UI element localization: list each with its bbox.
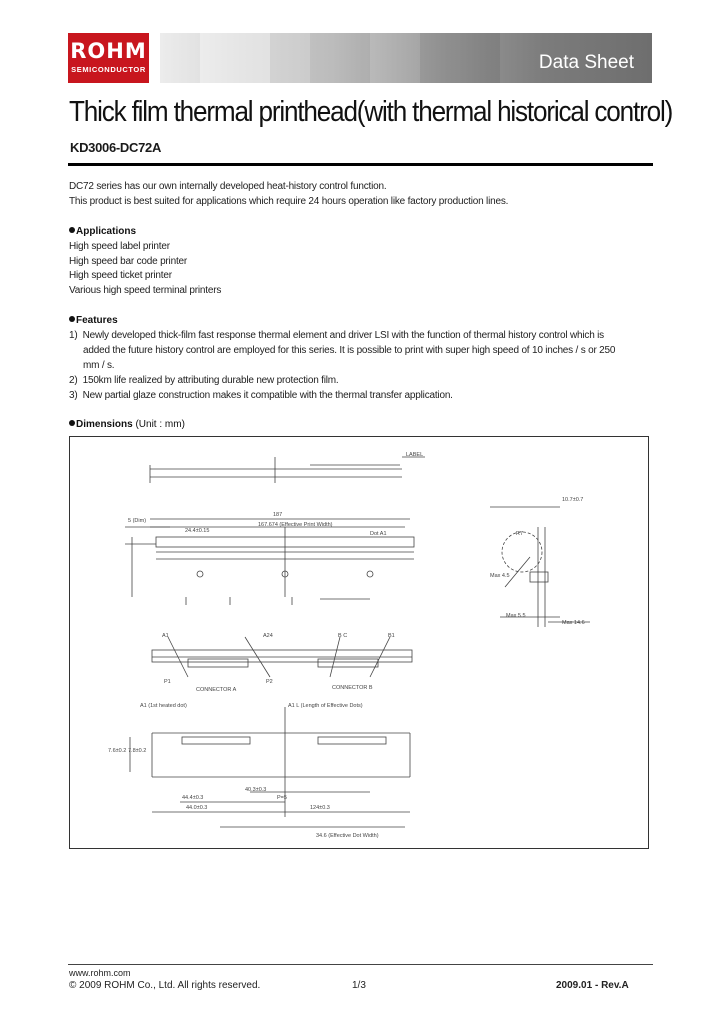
dim-label: 24.4±0.15 bbox=[185, 528, 210, 534]
dim-label: LABEL bbox=[406, 452, 424, 458]
page-number: 1/3 bbox=[352, 980, 366, 991]
dim-label: CONNECTOR B bbox=[332, 685, 373, 691]
dim-label: 7.6±0.2 bbox=[108, 748, 127, 754]
application-item: High speed ticket printer bbox=[69, 270, 172, 281]
dim-label: Max 14.6 bbox=[562, 620, 585, 626]
dim-label: Max 5.5 bbox=[506, 613, 526, 619]
part-number: KD3006-DC72A bbox=[70, 140, 162, 155]
dim-label: 124±0.3 bbox=[310, 805, 330, 811]
applications-heading: Applications bbox=[69, 226, 136, 237]
dim-label: 34.6 (Effective Dot Width) bbox=[316, 833, 379, 839]
dim-label: A1 bbox=[162, 633, 169, 639]
logo-text: ROHM bbox=[70, 39, 147, 63]
dim-label: CONNECTOR A bbox=[196, 687, 237, 693]
dim-label: 10.7±0.7 bbox=[562, 497, 584, 503]
dim-label: 40.3±0.3 bbox=[245, 787, 267, 793]
dim-label: R7 bbox=[516, 531, 524, 537]
dim-label: 44.4±0.3 bbox=[182, 795, 204, 801]
features-heading: Features bbox=[69, 315, 118, 326]
dim-label: P2 bbox=[266, 679, 273, 685]
dim-label: 7.8±0.2 bbox=[128, 748, 147, 754]
bullet-icon bbox=[69, 227, 75, 233]
logo-subtext: SEMICONDUCTOR bbox=[71, 65, 146, 74]
title-divider bbox=[68, 163, 653, 166]
dim-label: Max 4.5 bbox=[490, 573, 510, 579]
application-item: High speed bar code printer bbox=[69, 256, 188, 267]
footer-url[interactable]: www.rohm.com bbox=[69, 968, 131, 978]
feature-item: 3) New partial glaze construction makes it compatible with the thermal transfer application. bbox=[69, 390, 453, 401]
bullet-icon bbox=[69, 420, 75, 426]
footer-copyright: © 2009 ROHM Co., Ltd. All rights reserved. bbox=[69, 980, 261, 991]
dim-label: 187 bbox=[273, 512, 283, 518]
dim-label: 44.0±0.3 bbox=[186, 805, 208, 811]
application-item: High speed label printer bbox=[69, 241, 170, 252]
dimensions-heading: Dimensions (Unit : mm) bbox=[69, 419, 185, 430]
page-title: Thick film thermal printhead(with thermal historical control) bbox=[69, 96, 673, 128]
intro-line: DC72 series has our own internally developed heat-history control function. bbox=[69, 181, 387, 192]
rohm-logo bbox=[68, 33, 149, 83]
dim-label: 167.674 (Effective Print Width) bbox=[258, 522, 333, 528]
feature-item: 2) 150km life realized by attributing durable new protection film. bbox=[69, 375, 339, 386]
dimension-diagram bbox=[70, 437, 648, 848]
dim-label: B C bbox=[338, 633, 348, 639]
dim-label: P1 bbox=[164, 679, 171, 685]
intro-line: This product is best suited for applications which require 24 hours operation like factory production lines. bbox=[69, 196, 509, 207]
dim-label: 5 (Dim) bbox=[128, 518, 147, 524]
bullet-icon bbox=[69, 316, 75, 322]
header-banner bbox=[160, 33, 652, 83]
dim-label: A1 (1st heated dot) bbox=[140, 703, 187, 709]
dim-label: A1 L (Length of Effective Dots) bbox=[288, 703, 363, 709]
footer-date: 2009.01 - Rev.A bbox=[556, 980, 629, 991]
dim-label: B1 bbox=[388, 633, 395, 639]
application-item: Various high speed terminal printers bbox=[69, 285, 222, 296]
footer-divider bbox=[68, 964, 653, 965]
dim-label: Dot A1 bbox=[370, 531, 387, 537]
feature-item: 1) Newly developed thick-film fast response thermal element and driver LSI with the function of thermal history control which is added the future history control are employed for this series. It is possible to print with super high speed of 10 inches / s or 250 mm / s. bbox=[69, 330, 616, 371]
dimensions-drawing bbox=[69, 436, 649, 849]
dim-label: A24 bbox=[263, 633, 273, 639]
dim-label: P=5 bbox=[277, 795, 287, 801]
doc-type-label: Data Sheet bbox=[538, 52, 634, 73]
